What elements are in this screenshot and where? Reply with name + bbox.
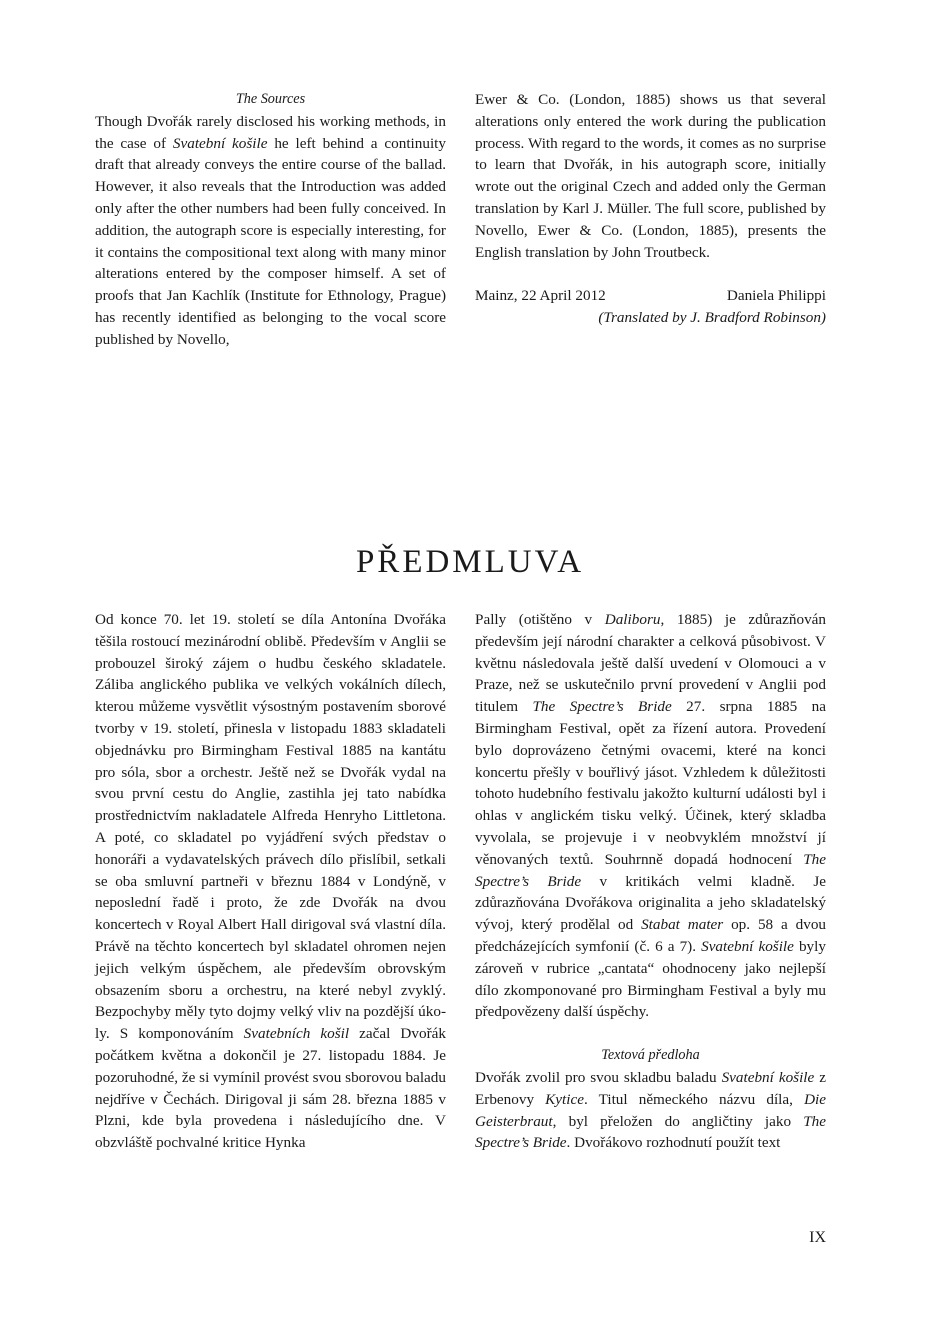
text-run: he left behind a continuity draft that already conveys the entire course of the ballad. However, it also reveals that the Introduction was added only after the other numbers had been fully conceived. In addition, the autograph score is especially interesting, for it contains the compositional text along with many minor alterations entered by the composer himself. A set of proofs that Jan Kachlík (Institute for Ethnology, Prague) has recently identified as belonging to the vocal score published by Novello, <box>95 134 446 348</box>
text-run: v kritikách velmi kladně. Je zdůrazňována Dvořákova originalita a jeho skladatelský vývoj, který prodělal od <box>475 872 826 934</box>
text-run: Dvořák zvolil pro svou skladbu baladu <box>475 1068 722 1086</box>
text-run: . Titul německého názvu díla, <box>583 1090 805 1108</box>
page-title: PŘEDMLUVA <box>355 544 585 581</box>
work-title: Die Geisterbraut <box>475 1090 826 1130</box>
sources-paragraph <box>95 111 446 351</box>
preface-paragraph <box>95 609 446 1154</box>
text-run: Though Dvořák rarely disclosed his working methods, in the case of <box>95 112 446 152</box>
text-run: Pally (otištěno v <box>475 611 605 628</box>
author-name: Daniela Philippi <box>726 287 826 305</box>
text-run: . Dvořákovo rozhodnutí použít text <box>566 1134 781 1152</box>
english-left-column <box>95 89 446 351</box>
place-date: Mainz, 22 April 2012 <box>475 287 606 305</box>
text-run: z Erbenovy <box>475 1068 826 1108</box>
work-title: Svatebních košil <box>243 1025 350 1043</box>
work-title: Svatební košile <box>721 1068 815 1086</box>
text-run: začal Dvořák počátkem května a dokončil je 27. listopadu 1884. Je pozoruhodné, že si vymínil provést svou sborovou baladu nejdříve v Čechách. Dirigoval ji sám 28. března 1885 v Plzni, kde byla provedena i následujícího dne. V obzvláště pochvalné kritice Hynka <box>95 1025 446 1152</box>
text-run: byly zároveň v rubrice „cantata“ ohodnoceny jako nejlepší dílo zkomponované pro Birmingham Festival a byly mu předpovězeny další úspěchy. <box>475 937 826 1021</box>
text-source-paragraph <box>475 1067 826 1154</box>
work-title: Kytice <box>545 1090 584 1108</box>
text-run: 27. srpna 1885 na Birmingham Festival, opět za řízení autora. Provedení bylo doprovázeno četnými ovacemi, které na konci koncertu přešly v bouřlivý jásot. Vzhledem k důležitosti tohoto hudebního festivalu jakožto kulturní události byl i ohlas v anglickém tisku velký. Účinek, který skladba vyvolala, se projevuje i v neobvyklém množství jí věnovaných textů. Souhrnně dopadá hodnocení <box>475 698 826 868</box>
page-number: IX <box>809 1229 826 1246</box>
work-title: The Spectre’s Bride <box>475 850 826 890</box>
text-run: , byl přeložen do angličtiny jako <box>552 1112 804 1130</box>
work-title: The Spectre’s Bride <box>475 1112 826 1152</box>
translator-credit: (Translated by J. Bradford Robinson) <box>598 309 826 327</box>
preface-paragraph-continued <box>475 609 826 1023</box>
sources-paragraph-continued: Ewer & Co. (London, 1885) shows us that several alterations only entered the work during the publication process. With regard to the words, it comes as no surprise to learn that Dvořák, in his autograph score, initially wrote out the original Czech and added only the German translation by Karl J. Müller. The full score, published by Novello, Ewer & Co. (London, 1885), presents the English translation by John Troutbeck. <box>475 91 826 261</box>
text-run: Od konce 70. let 19. století se díla Antonína Dvořáka těšila rostoucí mezinárodní oblibě. Především v Anglii se probouzel široký zájem o hudbu českého skladatele. Záliba anglického publika ve velkých vokálních dílech, kterou můžeme vysvětlit výsostným postavením sborové tvorby v 19. století, přinesla v listopadu 1883 skladateli objednávku pro Birmingham Festival 1885 na kantátu pro sóla, sbor a orchestr. Ještě než se Dvořák vydal na svou první cestu do Anglie, zastihla jej tato nabídka prostřednictvím nakladatele Alfreda Henryho Littletona. A poté, co skladatel po vyjádření svých představ o honoráři a vydavatelských právech dílo přislíbil, setkali se oba smluvní partneři v březnu 1884 v Londýně, v neposlední řadě i proto, že zde Dvořák na dvou koncertech v Royal Albert Hall dirigoval svá vlastní díla. Právě na těchto koncertech byl skladatel ohromen nejen jejich velkým úspěchem, ale především obrovským obsazením sboru a orchestru, na které nebyl zvyklý. Bezpochyby měly tyto dojmy velký vliv na pozdější úkoly. S komponováním <box>95 611 446 1043</box>
czech-right-column <box>475 609 826 1154</box>
journal-title: Daliboru <box>604 611 661 628</box>
english-right-column <box>475 89 826 329</box>
work-title: The Spectre’s Bride <box>532 698 672 716</box>
work-title: Svatební košile <box>172 134 268 152</box>
signature-line <box>475 285 826 307</box>
text-source-heading: Textová předloha <box>601 1047 700 1064</box>
text-run: op. 58 a dvou předcházejících symfonií (č. 6 a 7). <box>475 916 827 955</box>
work-title: Stabat mater <box>641 916 724 934</box>
text-run: , 1885) je zdůrazňován především její národní charakter a celková působivost. V květnu následovala ještě další uvedení v Olomouci a v Praze, než se uskutečnilo první provedení v Anglii pod titulem <box>475 611 827 716</box>
sources-heading: The Sources <box>235 91 306 107</box>
work-title: Svatební košile <box>701 937 794 955</box>
czech-left-column <box>95 609 446 1154</box>
